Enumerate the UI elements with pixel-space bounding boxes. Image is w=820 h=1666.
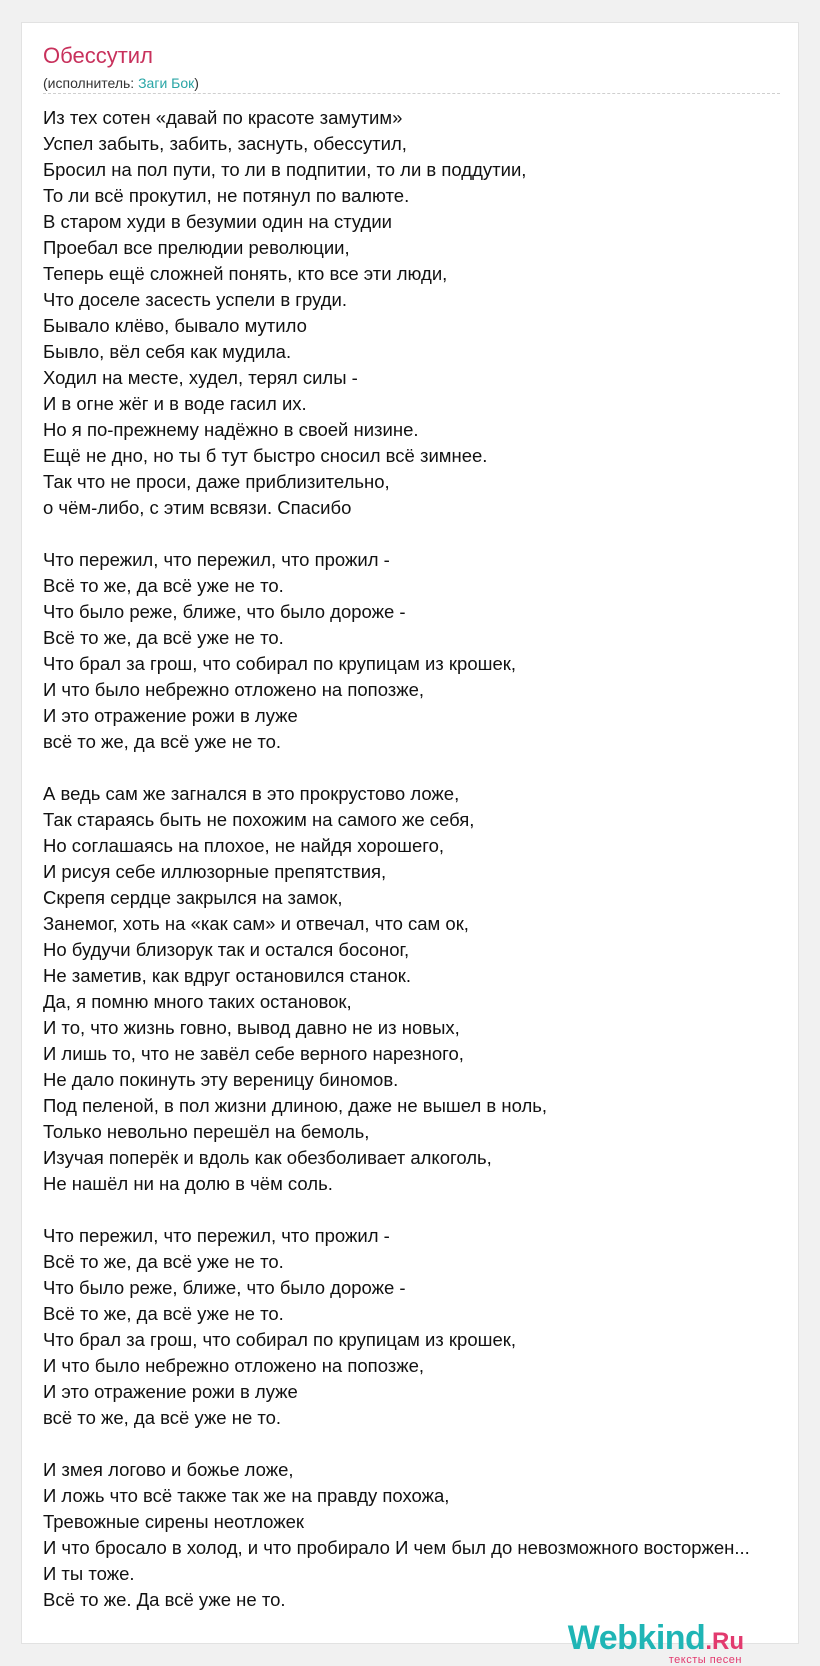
lyrics-line: о чём-либо, с этим всвязи. Спасибо xyxy=(43,497,352,518)
lyrics-line: А ведь сам же загнался в это прокрустово ложе, xyxy=(43,783,460,804)
lyrics-line: Что было реже, ближе, что было дороже - xyxy=(43,1277,406,1298)
lyrics-line: И в огне жёг и в воде гасил их. xyxy=(43,393,307,414)
lyrics-line: Да, я помню много таких остановок, xyxy=(43,991,352,1012)
lyrics-line: Что брал за грош, что собирал по крупицам из крошек, xyxy=(43,1329,516,1350)
site-logo[interactable] xyxy=(568,1621,744,1666)
lyrics-line: И лишь то, что не завёл себе верного нарезного, xyxy=(43,1043,464,1064)
lyrics-line: И ты тоже. xyxy=(43,1563,135,1584)
lyrics-line: Всё то же, да всё уже не то. xyxy=(43,1303,284,1324)
artist-line xyxy=(43,74,199,92)
lyrics-line: Не дало покинуть эту вереницу биномов. xyxy=(43,1069,399,1090)
lyrics-stanza xyxy=(43,781,783,1197)
lyrics-line: Всё то же, да всё уже не то. xyxy=(43,575,284,596)
lyrics-line: Бывало клёво, бывало мутило xyxy=(43,315,307,336)
lyrics-line: Под пеленой, в пол жизни длиною, даже не вышел в ноль, xyxy=(43,1095,548,1116)
logo-tld: .Ru xyxy=(705,1628,744,1655)
lyrics-line: Не заметив, как вдруг остановился станок. xyxy=(43,965,412,986)
lyrics-line: И то, что жизнь говно, вывод давно не из новых, xyxy=(43,1017,460,1038)
song-title: Обессутил xyxy=(43,43,153,68)
lyrics-line: Не нашёл ни на долю в чём соль. xyxy=(43,1173,333,1194)
lyrics-line: И это отражение рожи в луже xyxy=(43,1381,298,1402)
lyrics-line: И что было небрежно отложено на попозже, xyxy=(43,1355,425,1376)
lyrics-line: Тревожные сирены неотложек xyxy=(43,1511,304,1532)
lyrics-line: Всё то же. Да всё уже не то. xyxy=(43,1589,286,1610)
title-divider xyxy=(43,93,780,94)
lyrics-line: Бросил на пол пути, то ли в подпитии, то ли в поддутии, xyxy=(43,159,527,180)
lyrics-line: И рисуя себе иллюзорные препятствия, xyxy=(43,861,387,882)
lyrics-line: Из тех сотен «давай по красоте замутим» xyxy=(43,107,403,128)
lyrics-stanza xyxy=(43,105,783,521)
lyrics-line: Изучая поперёк и вдоль как обезболивает алкоголь, xyxy=(43,1147,492,1168)
artist-suffix: ) xyxy=(194,75,199,91)
lyrics-stanza xyxy=(43,1223,783,1431)
lyrics-line: Что было реже, ближе, что было дороже - xyxy=(43,601,406,622)
lyrics-line: И что бросало в холод, и что пробирало И чем был до невозможного восторжен... xyxy=(43,1537,750,1558)
lyrics-stanza xyxy=(43,547,783,755)
lyrics-line: всё то же, да всё уже не то. xyxy=(43,1407,282,1428)
lyrics-line: Что пережил, что пережил, что прожил - xyxy=(43,549,390,570)
lyrics-line: Но я по-прежнему надёжно в своей низине. xyxy=(43,419,419,440)
lyrics-line: Занемог, хоть на «как сам» и отвечал, что сам ок, xyxy=(43,913,469,934)
lyrics-line: Успел забыть, забить, заснуть, обессутил, xyxy=(43,133,407,154)
lyrics-line: Так стараясь быть не похожим на самого же себя, xyxy=(43,809,475,830)
lyrics-line: Всё то же, да всё уже не то. xyxy=(43,627,284,648)
lyrics-line: Но соглашаясь на плохое, не найдя хорошего, xyxy=(43,835,445,856)
lyrics-line: Что пережил, что пережил, что прожил - xyxy=(43,1225,390,1246)
lyrics-line: Скрепя сердце закрылся на замок, xyxy=(43,887,343,908)
lyrics-line: И ложь что всё также так же на правду похожа, xyxy=(43,1485,450,1506)
lyrics-line: Ходил на месте, худел, терял силы - xyxy=(43,367,358,388)
lyrics-line: Ещё не дно, но ты б тут быстро сносил всё зимнее. xyxy=(43,445,488,466)
lyrics-line: Так что не проси, даже приблизительно, xyxy=(43,471,390,492)
lyrics-line: Теперь ещё сложней понять, кто все эти люди, xyxy=(43,263,448,284)
lyrics-line: Только невольно перешёл на бемоль, xyxy=(43,1121,370,1142)
logo-tagline: тексты песен xyxy=(668,1654,742,1666)
lyrics-body xyxy=(43,105,783,1613)
lyrics-stanza xyxy=(43,1457,783,1613)
lyrics-line: Проебал все прелюдии революции, xyxy=(43,237,350,258)
artist-link[interactable]: Заги Бок xyxy=(138,75,195,91)
lyrics-line: Что доселе засесть успели в груди. xyxy=(43,289,348,310)
lyrics-line: Бывло, вёл себя как мудила. xyxy=(43,341,292,362)
lyrics-line: И что было небрежно отложено на попозже, xyxy=(43,679,425,700)
lyrics-line: Всё то же, да всё уже не то. xyxy=(43,1251,284,1272)
lyrics-line: Но будучи близорук так и остался босоног, xyxy=(43,939,410,960)
lyrics-line: Что брал за грош, что собирал по крупицам из крошек, xyxy=(43,653,516,674)
lyrics-line: То ли всё прокутил, не потянул по валюте. xyxy=(43,185,410,206)
lyrics-line: всё то же, да всё уже не то. xyxy=(43,731,282,752)
lyrics-line: И это отражение рожи в луже xyxy=(43,705,298,726)
lyrics-card xyxy=(21,22,799,1666)
lyrics-line: В старом худи в безумии один на студии xyxy=(43,211,392,232)
lyrics-line: И змея логово и божье ложе, xyxy=(43,1459,294,1480)
logo-wordmark: Webkind xyxy=(567,1619,706,1657)
artist-prefix: (исполнитель: xyxy=(43,75,139,91)
